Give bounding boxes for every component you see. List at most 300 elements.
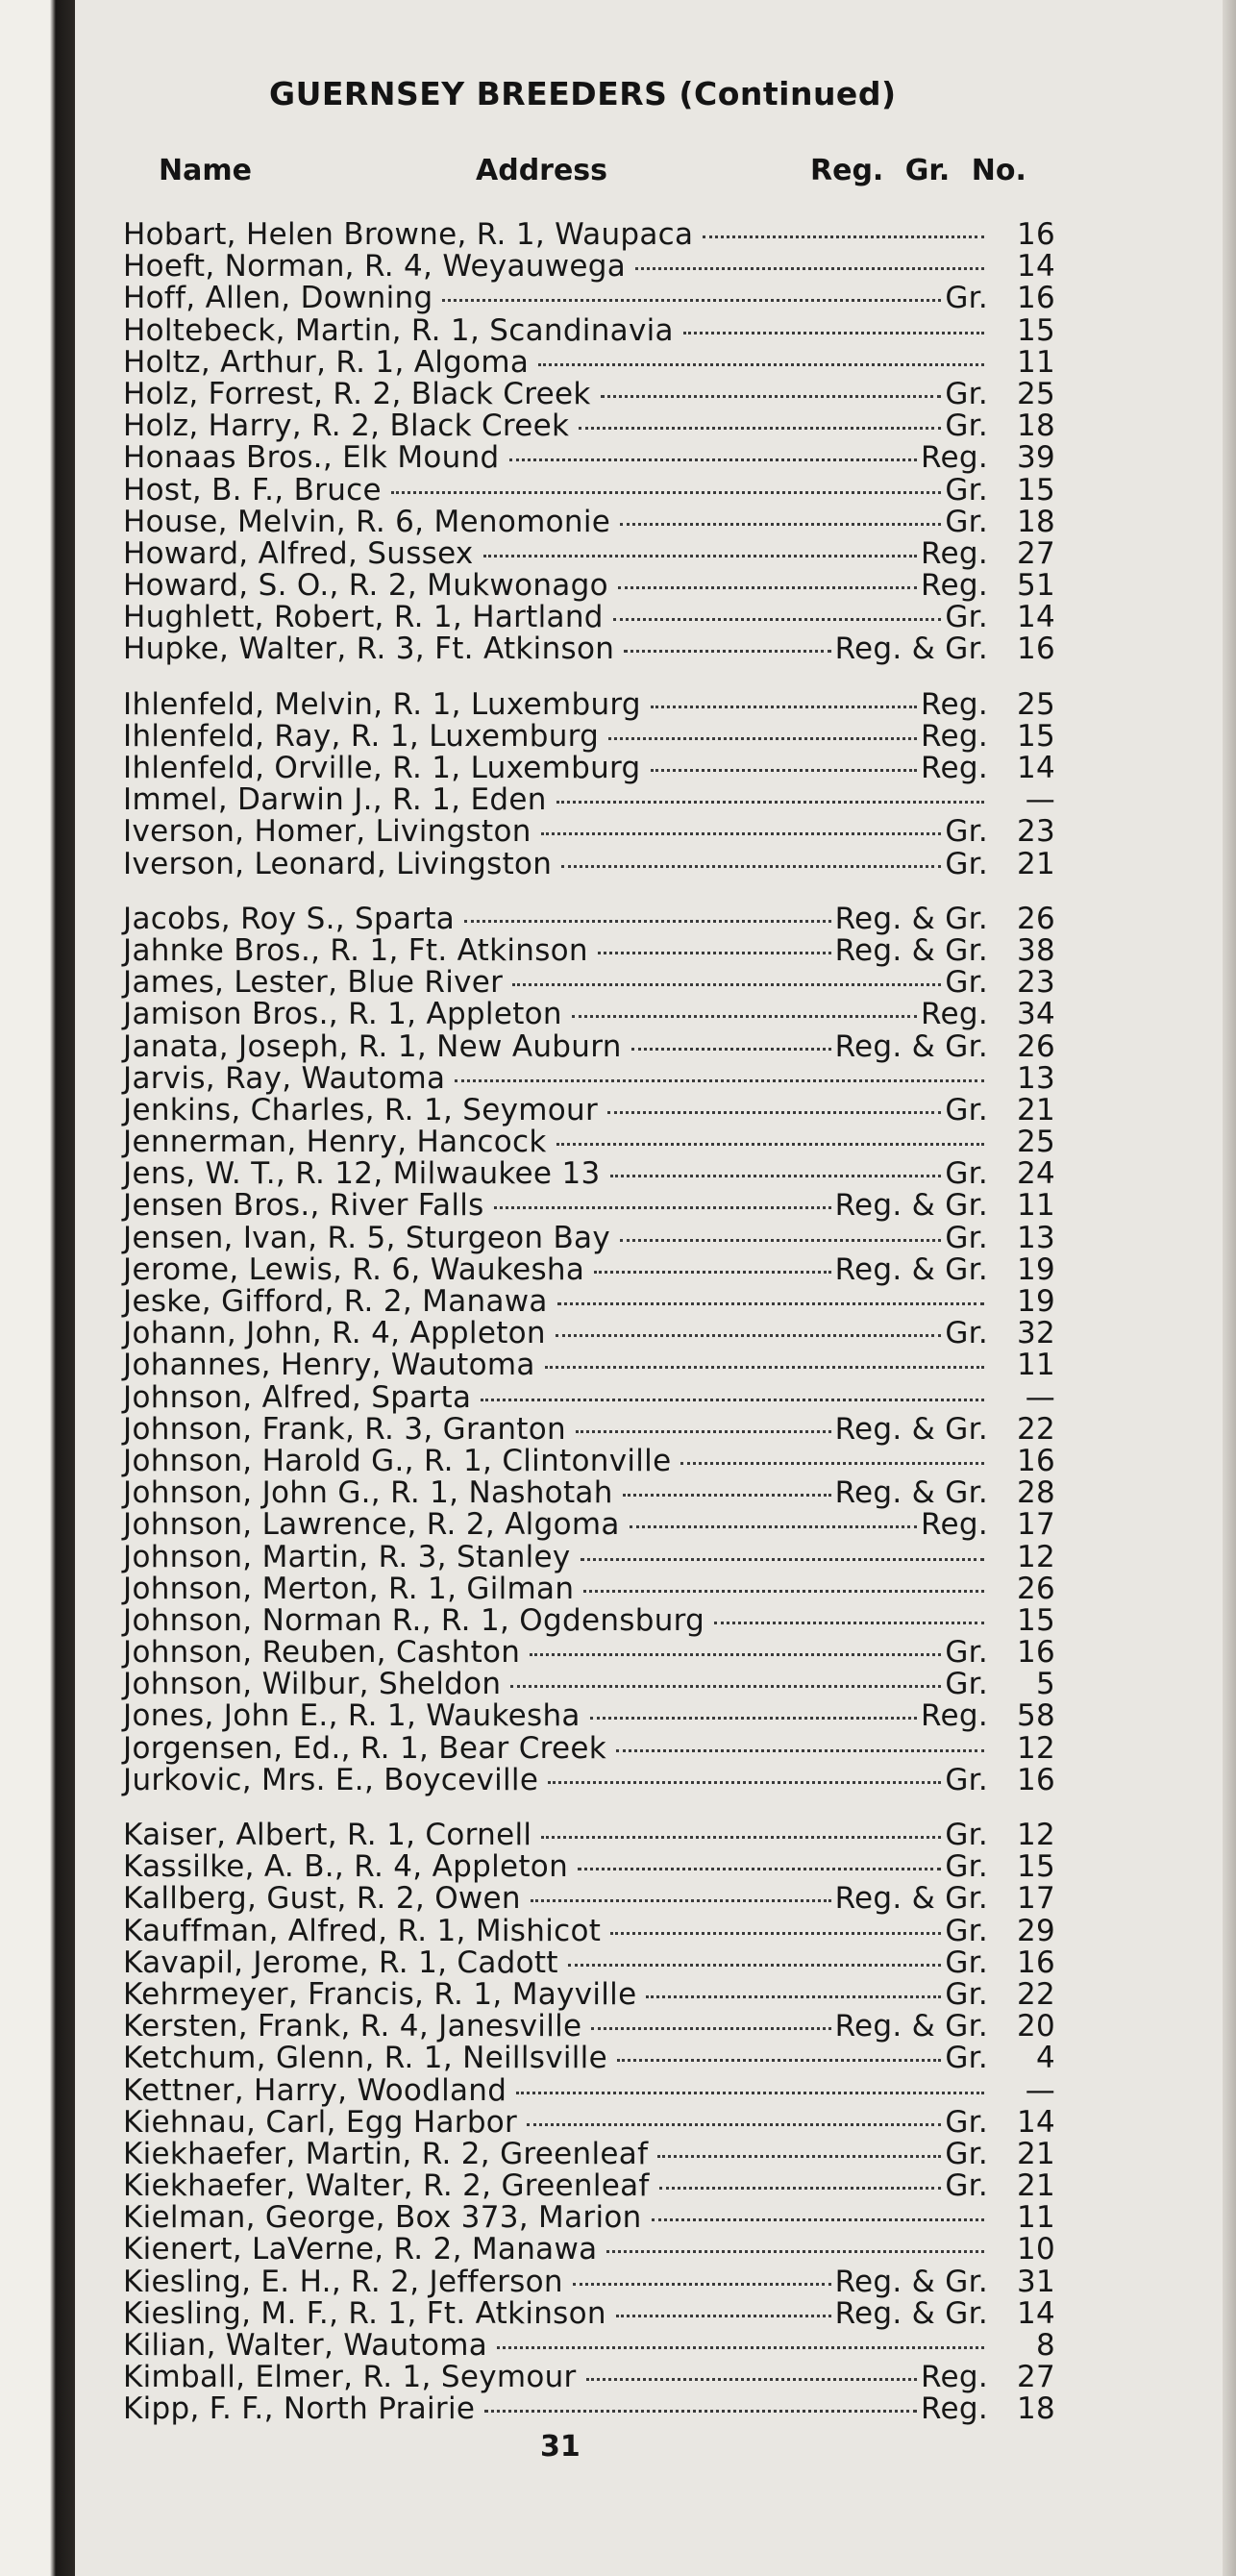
breeder-name-address: Kersten, Frank, R. 4, Janesville bbox=[123, 2009, 582, 2044]
breeder-name-address: Kehrmeyer, Francis, R. 1, Mayville bbox=[123, 1976, 637, 2012]
dot-leader bbox=[548, 1781, 941, 1784]
herd-count: 16 bbox=[1016, 1944, 1055, 1980]
dot-leader bbox=[601, 395, 942, 398]
herd-count: 15 bbox=[1016, 1849, 1055, 1885]
list-item bbox=[123, 1602, 1055, 1638]
list-item bbox=[123, 1573, 1055, 1605]
dot-leader bbox=[455, 1079, 984, 1082]
list-item bbox=[123, 1158, 1055, 1190]
dot-leader bbox=[545, 1366, 984, 1369]
breeder-name-address: Jeske, Gifford, R. 2, Manawa bbox=[123, 1284, 548, 1319]
herd-count: 4 bbox=[1035, 2041, 1055, 2076]
list-item bbox=[123, 2266, 1055, 2298]
herd-count: 15 bbox=[1016, 1602, 1055, 1638]
herd-count: 15 bbox=[1016, 472, 1055, 508]
herd-count: 23 bbox=[1016, 814, 1055, 850]
list-item bbox=[123, 1851, 1055, 1883]
breeder-name-address: Ketchum, Glenn, R. 1, Neillsville bbox=[123, 2041, 607, 2076]
list-item bbox=[123, 2295, 1055, 2331]
registration-type: Gr. bbox=[945, 814, 988, 850]
list-item bbox=[123, 2330, 1055, 2362]
herd-count: 25 bbox=[1016, 686, 1055, 722]
herd-count: 20 bbox=[1016, 2009, 1055, 2044]
breeder-name-address: Kimball, Elmer, R. 1, Seymour bbox=[123, 2360, 577, 2395]
dot-leader bbox=[590, 1717, 917, 1720]
herd-count: 25 bbox=[1016, 376, 1055, 411]
registration-type: Reg. bbox=[921, 535, 988, 571]
registration-type: Gr. bbox=[945, 1092, 988, 1127]
list-item bbox=[123, 1883, 1055, 1915]
breeder-name-address: Ihlenfeld, Orville, R. 1, Luxemburg bbox=[123, 751, 641, 785]
breeder-name-address: Kettner, Harry, Woodland bbox=[123, 2072, 507, 2108]
dot-leader bbox=[573, 2283, 831, 2286]
list-item bbox=[123, 1730, 1055, 1766]
registration-type: Gr. bbox=[945, 472, 988, 508]
dot-leader bbox=[510, 1685, 941, 1688]
list-item bbox=[123, 967, 1055, 999]
dot-leader bbox=[572, 1015, 917, 1018]
list-item bbox=[123, 1477, 1055, 1509]
list-item bbox=[123, 901, 1055, 936]
list-item bbox=[123, 753, 1055, 784]
dot-leader bbox=[703, 235, 984, 238]
registration-type: Gr. bbox=[945, 1976, 988, 2012]
herd-count: 14 bbox=[1016, 600, 1055, 635]
herd-count: 21 bbox=[1016, 846, 1055, 881]
list-item bbox=[123, 1669, 1055, 1700]
registration-type: Reg. bbox=[921, 997, 988, 1032]
herd-count: 58 bbox=[1016, 1698, 1055, 1734]
breeder-name-address: Jens, W. T., R. 12, Milwaukee 13 bbox=[123, 1156, 601, 1192]
dot-leader bbox=[442, 299, 941, 302]
herd-count: 38 bbox=[1016, 932, 1055, 968]
registration-type: Reg. bbox=[921, 751, 988, 785]
dot-leader bbox=[620, 523, 941, 526]
breeder-name-address: Jerome, Lewis, R. 6, Waukesha bbox=[123, 1251, 585, 1287]
breeder-name-address: Johnson, John G., R. 1, Nashotah bbox=[123, 1475, 613, 1511]
list-item bbox=[123, 535, 1055, 571]
list-item bbox=[123, 1318, 1055, 1350]
dot-leader bbox=[610, 1932, 941, 1935]
herd-count: 18 bbox=[1016, 2391, 1055, 2427]
herd-count: 17 bbox=[1016, 1881, 1055, 1917]
list-item bbox=[123, 442, 1055, 474]
herd-count: 31 bbox=[1016, 2264, 1055, 2299]
breeder-name-address: Holtebeck, Martin, R. 1, Scandinavia bbox=[123, 312, 674, 348]
herd-count: 17 bbox=[1016, 1507, 1055, 1543]
herd-count: 26 bbox=[1016, 1571, 1055, 1606]
list-item bbox=[123, 1251, 1055, 1287]
list-item bbox=[123, 1913, 1055, 1948]
herd-count: 23 bbox=[1016, 965, 1055, 1001]
herd-count: 28 bbox=[1016, 1475, 1055, 1511]
breeder-name-address: Johnson, Lawrence, R. 2, Algoma bbox=[123, 1507, 620, 1543]
dot-leader bbox=[607, 1111, 941, 1114]
dot-leader bbox=[483, 555, 917, 557]
breeder-name-address: Immel, Darwin J., R. 1, Eden bbox=[123, 782, 547, 818]
breeder-name-address: Kavapil, Jerome, R. 1, Cadott bbox=[123, 1944, 558, 1980]
breeder-name-address: Kiekhaefer, Martin, R. 2, Greenleaf bbox=[123, 2136, 649, 2171]
herd-count: 14 bbox=[1016, 2104, 1055, 2140]
dot-leader bbox=[680, 1462, 984, 1465]
herd-count: 16 bbox=[1016, 1762, 1055, 1797]
page-edge bbox=[1223, 0, 1236, 2576]
breeder-name-address: Hupke, Walter, R. 3, Ft. Atkinson bbox=[123, 632, 615, 667]
breeder-name-address: Jahnke Bros., R. 1, Ft. Atkinson bbox=[123, 932, 588, 968]
registration-type: Gr. bbox=[945, 1156, 988, 1192]
breeder-name-address: James, Lester, Blue River bbox=[123, 965, 504, 1001]
herd-count: 21 bbox=[1016, 1092, 1055, 1127]
herd-count: 34 bbox=[1016, 997, 1055, 1032]
dot-leader bbox=[646, 1995, 941, 1998]
dot-leader bbox=[631, 1048, 831, 1051]
dot-leader bbox=[714, 1622, 984, 1624]
herd-count: 21 bbox=[1016, 2136, 1055, 2171]
herd-count: 11 bbox=[1016, 1188, 1055, 1224]
breeder-name-address: Johnson, Reuben, Cashton bbox=[123, 1635, 521, 1671]
registration-type: Reg. & Gr. bbox=[834, 2009, 988, 2044]
registration-type: Gr. bbox=[945, 504, 988, 539]
breeder-name-address: Kiesling, M. F., R. 1, Ft. Atkinson bbox=[123, 2295, 606, 2331]
breeder-name-address: Janata, Joseph, R. 1, New Auburn bbox=[123, 1028, 622, 1064]
dot-leader bbox=[616, 2315, 831, 2317]
breeder-name-address: Kiesling, E. H., R. 2, Jefferson bbox=[123, 2264, 563, 2299]
list-item bbox=[123, 1286, 1055, 1318]
registration-type: Gr. bbox=[945, 2041, 988, 2076]
herd-count: 8 bbox=[1035, 2328, 1055, 2363]
herd-count: 16 bbox=[1016, 217, 1055, 252]
dot-leader bbox=[606, 2250, 984, 2253]
dot-leader bbox=[623, 1494, 831, 1497]
breeder-name-address: Jenkins, Charles, R. 1, Seymour bbox=[123, 1092, 599, 1127]
list-item bbox=[123, 718, 1055, 754]
list-item bbox=[123, 1443, 1055, 1478]
herd-count: — bbox=[1025, 1379, 1055, 1415]
herd-count: 27 bbox=[1016, 2360, 1055, 2395]
breeder-name-address: Kiehnau, Carl, Egg Harbor bbox=[123, 2104, 518, 2140]
dot-leader bbox=[630, 1525, 917, 1528]
list-item bbox=[123, 2072, 1055, 2108]
herd-count: 15 bbox=[1016, 718, 1055, 754]
breeder-name-address: Johnson, Merton, R. 1, Gilman bbox=[123, 1571, 575, 1606]
herd-count: 13 bbox=[1016, 1060, 1055, 1096]
breeder-name-address: Johnson, Harold G., R. 1, Clintonville bbox=[123, 1443, 672, 1478]
registration-type: Gr. bbox=[945, 2168, 988, 2204]
breeder-name-address: Holz, Harry, R. 2, Black Creek bbox=[123, 409, 570, 444]
registration-type: Reg. bbox=[921, 2360, 988, 2395]
list-item bbox=[123, 2136, 1055, 2171]
dot-leader bbox=[576, 1430, 831, 1433]
list-item bbox=[123, 1762, 1055, 1797]
registration-type: Reg. bbox=[921, 2391, 988, 2427]
breeder-name-address: Holz, Forrest, R. 2, Black Creek bbox=[123, 376, 591, 411]
breeder-name-address: Kielman, George, Box 373, Marion bbox=[123, 2200, 642, 2236]
breeder-name-address: Iverson, Leonard, Livingston bbox=[123, 846, 553, 881]
dot-leader bbox=[541, 1836, 941, 1839]
breeder-name-address: Honaas Bros., Elk Mound bbox=[123, 440, 500, 476]
registration-type: Gr. bbox=[945, 1762, 988, 1797]
breeder-name-address: Kallberg, Gust, R. 2, Owen bbox=[123, 1881, 521, 1917]
breeder-name-address: Host, B. F., Bruce bbox=[123, 472, 382, 508]
herd-count: 22 bbox=[1016, 1976, 1055, 2012]
dot-leader bbox=[581, 1558, 984, 1561]
registration-type: Gr. bbox=[945, 1220, 988, 1255]
breeder-name-address: Jamison Bros., R. 1, Appleton bbox=[123, 997, 562, 1032]
dot-leader bbox=[683, 332, 984, 334]
dot-leader bbox=[484, 2410, 917, 2413]
herd-count: 19 bbox=[1016, 1251, 1055, 1287]
herd-count: 32 bbox=[1016, 1316, 1055, 1351]
list-item bbox=[123, 1944, 1055, 1980]
herd-count: 16 bbox=[1016, 1635, 1055, 1671]
dot-leader bbox=[516, 2092, 984, 2094]
registration-type: Reg. & Gr. bbox=[834, 1028, 988, 1064]
herd-count: 14 bbox=[1016, 2295, 1055, 2331]
list-item bbox=[123, 1637, 1055, 1669]
list-item bbox=[123, 1060, 1055, 1096]
breeder-name-address: Iverson, Homer, Livingston bbox=[123, 814, 531, 850]
list-item bbox=[123, 570, 1055, 602]
list-item bbox=[123, 999, 1055, 1030]
breeder-name-address: Hoeft, Norman, R. 4, Weyauwega bbox=[123, 249, 627, 285]
list-item bbox=[123, 1092, 1055, 1127]
dot-leader bbox=[556, 801, 984, 804]
dot-leader bbox=[579, 427, 941, 430]
herd-count: 29 bbox=[1016, 1913, 1055, 1948]
registration-type: Reg. & Gr. bbox=[834, 1251, 988, 1287]
list-item bbox=[123, 1350, 1055, 1381]
herd-count: 14 bbox=[1016, 249, 1055, 285]
list-item bbox=[123, 2011, 1055, 2043]
list-item bbox=[123, 784, 1055, 816]
list-item bbox=[123, 2362, 1055, 2393]
breeder-name-address: Johnson, Wilbur, Sheldon bbox=[123, 1667, 502, 1702]
page-number: 31 bbox=[540, 2430, 581, 2464]
breeder-list bbox=[123, 219, 1055, 2426]
registration-type: Gr. bbox=[945, 1818, 988, 1852]
list-item bbox=[123, 472, 1055, 508]
dot-leader bbox=[561, 865, 941, 868]
list-item bbox=[123, 1028, 1055, 1064]
dot-leader bbox=[557, 1302, 984, 1305]
herd-count: 24 bbox=[1016, 1156, 1055, 1192]
registration-type: Gr. bbox=[945, 600, 988, 635]
herd-count: 18 bbox=[1016, 504, 1055, 539]
breeder-name-address: Jensen Bros., River Falls bbox=[123, 1188, 484, 1224]
dot-leader bbox=[568, 1964, 941, 1967]
dot-leader bbox=[527, 2123, 941, 2126]
list-item bbox=[123, 1379, 1055, 1415]
list-item bbox=[123, 219, 1055, 251]
breeder-name-address: Johannes, Henry, Wautoma bbox=[123, 1348, 535, 1383]
column-header-address: Address bbox=[476, 154, 608, 187]
herd-count: 14 bbox=[1016, 751, 1055, 785]
list-item bbox=[123, 2170, 1055, 2202]
herd-count: 15 bbox=[1016, 312, 1055, 348]
registration-type: Reg. bbox=[921, 568, 988, 604]
registration-type: Gr. bbox=[945, 1635, 988, 1671]
registration-type: Reg. bbox=[921, 1698, 988, 1734]
dot-leader bbox=[610, 1175, 942, 1177]
breeder-name-address: Jurkovic, Mrs. E., Boyceville bbox=[123, 1762, 539, 1797]
breeder-name-address: Kauffman, Alfred, R. 1, Mishicot bbox=[123, 1913, 602, 1948]
list-item bbox=[123, 410, 1055, 442]
herd-count: 16 bbox=[1016, 1443, 1055, 1478]
registration-type: Reg. bbox=[921, 686, 988, 722]
registration-type: Gr. bbox=[945, 409, 988, 444]
book-spine-shadow bbox=[0, 0, 75, 2576]
breeder-name-address: Jennerman, Henry, Hancock bbox=[123, 1125, 547, 1160]
dot-leader bbox=[652, 2218, 984, 2221]
dot-leader bbox=[556, 1143, 984, 1146]
breeder-name-address: Johnson, Norman R., R. 1, Ogdensburg bbox=[123, 1602, 705, 1638]
dot-leader bbox=[617, 2059, 941, 2062]
breeder-name-address: Howard, Alfred, Sussex bbox=[123, 535, 474, 571]
registration-type: Gr. bbox=[945, 1667, 988, 1702]
herd-count: 11 bbox=[1016, 2200, 1055, 2236]
list-item bbox=[123, 1411, 1055, 1447]
breeder-name-address: Kienert, LaVerne, R. 2, Manawa bbox=[123, 2232, 598, 2267]
herd-count: 25 bbox=[1016, 1125, 1055, 1160]
dot-leader bbox=[659, 2187, 942, 2190]
list-item bbox=[123, 846, 1055, 881]
list-item bbox=[123, 2104, 1055, 2140]
herd-count: 16 bbox=[1016, 281, 1055, 316]
list-item bbox=[123, 2393, 1055, 2425]
dot-leader bbox=[608, 737, 917, 740]
registration-type: Reg. & Gr. bbox=[834, 1475, 988, 1511]
dot-leader bbox=[613, 618, 942, 621]
registration-type: Reg. bbox=[921, 718, 988, 754]
herd-count: — bbox=[1025, 782, 1055, 818]
list-item bbox=[123, 1820, 1055, 1851]
herd-count: 11 bbox=[1016, 344, 1055, 380]
herd-count: 12 bbox=[1016, 1539, 1055, 1574]
dot-leader bbox=[509, 458, 918, 461]
registration-type: Gr. bbox=[945, 281, 988, 316]
breeder-name-address: Kilian, Walter, Wautoma bbox=[123, 2328, 488, 2363]
dot-leader bbox=[598, 952, 831, 954]
registration-type: Reg. & Gr. bbox=[834, 1881, 988, 1917]
registration-type: Gr. bbox=[945, 1316, 988, 1351]
list-item bbox=[123, 1976, 1055, 2012]
herd-count: 10 bbox=[1016, 2232, 1055, 2267]
registration-type: Gr. bbox=[945, 965, 988, 1001]
herd-count: 51 bbox=[1016, 568, 1055, 604]
breeder-name-address: Johnson, Alfred, Sparta bbox=[123, 1379, 472, 1415]
breeder-name-address: Jorgensen, Ed., R. 1, Bear Creek bbox=[123, 1730, 607, 1766]
page-title: GUERNSEY BREEDERS (Continued) bbox=[269, 75, 897, 112]
list-item bbox=[123, 283, 1055, 314]
list-item bbox=[123, 504, 1055, 539]
breeder-name-address: Johnson, Martin, R. 3, Stanley bbox=[123, 1539, 571, 1574]
list-item bbox=[123, 312, 1055, 348]
breeder-name-address: Kaiser, Albert, R. 1, Cornell bbox=[123, 1818, 532, 1852]
list-item bbox=[123, 1700, 1055, 1732]
herd-count: 22 bbox=[1016, 1411, 1055, 1447]
breeder-name-address: Howard, S. O., R. 2, Mukwonago bbox=[123, 568, 608, 604]
breeder-name-address: Ihlenfeld, Ray, R. 1, Luxemburg bbox=[123, 718, 600, 754]
registration-type: Reg. & Gr. bbox=[834, 2295, 988, 2331]
registration-type: Reg. & Gr. bbox=[834, 1411, 988, 1447]
list-item bbox=[123, 1220, 1055, 1255]
breeder-name-address: Hobart, Helen Browne, R. 1, Waupaca bbox=[123, 217, 694, 252]
registration-type: Reg. bbox=[921, 1507, 988, 1543]
dot-leader bbox=[591, 2027, 830, 2030]
dot-leader bbox=[494, 1206, 831, 1209]
dot-leader bbox=[464, 920, 830, 923]
breeder-name-address: Johann, John, R. 4, Appleton bbox=[123, 1316, 546, 1351]
dot-leader bbox=[594, 1271, 830, 1274]
list-item bbox=[123, 816, 1055, 848]
list-item bbox=[123, 1127, 1055, 1158]
dot-leader bbox=[618, 586, 917, 589]
dot-leader bbox=[391, 491, 941, 494]
list-item bbox=[123, 376, 1055, 411]
list-item bbox=[123, 2043, 1055, 2074]
registration-type: Reg. & Gr. bbox=[834, 1188, 988, 1224]
dot-leader bbox=[530, 1653, 941, 1656]
list-item bbox=[123, 2234, 1055, 2266]
dot-leader bbox=[651, 706, 917, 708]
registration-type: Reg. & Gr. bbox=[834, 932, 988, 968]
dot-leader bbox=[541, 832, 942, 835]
dot-leader bbox=[657, 2155, 941, 2158]
herd-count: 5 bbox=[1035, 1667, 1055, 1702]
dot-leader bbox=[583, 1590, 984, 1593]
list-item bbox=[123, 932, 1055, 968]
list-item bbox=[123, 251, 1055, 283]
dot-leader bbox=[556, 1334, 941, 1337]
breeder-name-address: Jensen, Ivan, R. 5, Sturgeon Bay bbox=[123, 1220, 610, 1255]
dot-leader bbox=[531, 1899, 831, 1902]
herd-count: 12 bbox=[1016, 1818, 1055, 1852]
registration-type: Gr. bbox=[945, 2136, 988, 2171]
breeder-name-address: Kiekhaefer, Walter, R. 2, Greenleaf bbox=[123, 2168, 650, 2204]
breeder-name-address: Holtz, Arthur, R. 1, Algoma bbox=[123, 344, 530, 380]
breeder-name-address: Jacobs, Roy S., Sparta bbox=[123, 901, 456, 936]
herd-count: 16 bbox=[1016, 632, 1055, 667]
herd-count: 21 bbox=[1016, 2168, 1055, 2204]
breeder-name-address: Kassilke, A. B., R. 4, Appleton bbox=[123, 1849, 569, 1885]
registration-type: Reg. bbox=[921, 440, 988, 476]
dot-leader bbox=[497, 2346, 984, 2349]
list-item bbox=[123, 1539, 1055, 1574]
herd-count: — bbox=[1025, 2072, 1055, 2108]
list-item bbox=[123, 344, 1055, 380]
dot-leader bbox=[624, 650, 830, 653]
registration-type: Gr. bbox=[945, 1944, 988, 1980]
breeder-name-address: Johnson, Frank, R. 3, Granton bbox=[123, 1411, 566, 1447]
registration-type: Gr. bbox=[945, 2104, 988, 2140]
dot-leader bbox=[635, 267, 984, 270]
herd-count: 18 bbox=[1016, 409, 1055, 444]
dot-leader bbox=[651, 769, 918, 772]
column-header-name: Name bbox=[159, 154, 252, 187]
dot-leader bbox=[512, 983, 941, 986]
herd-count: 39 bbox=[1016, 440, 1055, 476]
breeder-name-address: Hoff, Allen, Downing bbox=[123, 281, 433, 316]
herd-count: 26 bbox=[1016, 1028, 1055, 1064]
registration-type: Gr. bbox=[945, 1913, 988, 1948]
registration-type: Reg. & Gr. bbox=[834, 632, 988, 667]
list-item bbox=[123, 1190, 1055, 1222]
breeder-name-address: Hughlett, Robert, R. 1, Hartland bbox=[123, 600, 604, 635]
herd-count: 27 bbox=[1016, 535, 1055, 571]
breeder-name-address: Jones, John E., R. 1, Waukesha bbox=[123, 1698, 581, 1734]
breeder-name-address: Ihlenfeld, Melvin, R. 1, Luxemburg bbox=[123, 686, 641, 722]
breeder-name-address: Kipp, F. F., North Prairie bbox=[123, 2391, 476, 2427]
